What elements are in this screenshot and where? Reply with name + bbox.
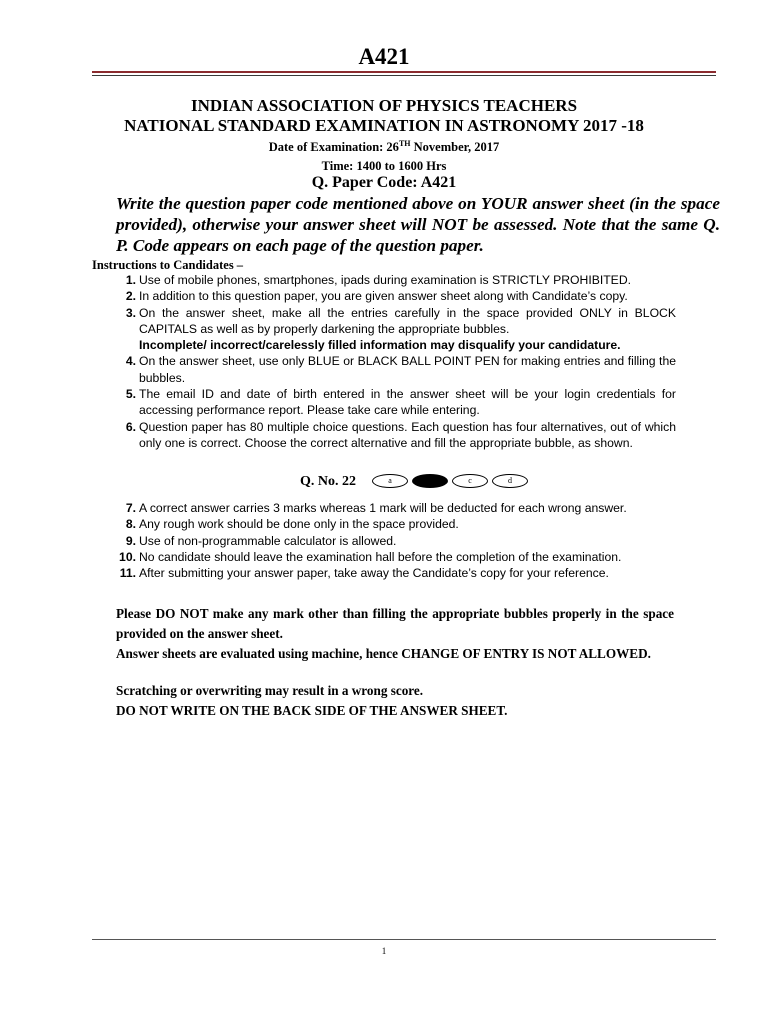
- exam-date-sup: TH: [398, 139, 411, 148]
- note-back-side: DO NOT WRITE ON THE BACK SIDE OF THE ANSWER SHEET.: [116, 703, 508, 718]
- bubble-option-b-filled: b: [412, 474, 448, 488]
- item-text: Use of non-programmable calculator is allowed.: [139, 533, 397, 548]
- item-number: 11.: [119, 566, 136, 581]
- item-text: Use of mobile phones, smartphones, ipads during examination is STRICTLY PROHIBITED.: [139, 273, 632, 287]
- item-number: 1.: [125, 273, 136, 287]
- example-question-label: Q. No. 22: [300, 474, 356, 489]
- item-text: After submitting your answer paper, take away the Candidate’s copy for your reference.: [139, 566, 609, 581]
- item-text: A correct answer carries 3 marks whereas 1 mark will be deducted for each wrong answer.: [139, 501, 627, 515]
- note-no-marks: Please DO NOT make any mark other than filling the appropriate bubbles properly in the space provided on the answer sheet.: [116, 606, 674, 641]
- paper-code-label: Q. Paper Code: A421: [311, 174, 457, 191]
- item-text: Question paper has 80 multiple choice questions. Each question has four alternatives, out of which only one is correct. Choose the correct alternative and fill the appropriate bubble, as shown.: [139, 419, 676, 450]
- list-item: [116, 565, 682, 581]
- list-item: [116, 500, 682, 516]
- item-extra-text: Incomplete/ incorrect/carelessly filled information may disqualify your candidature.: [139, 338, 621, 353]
- item-text: On the answer sheet, use only BLUE or BLACK BALL POINT PEN for making entries and filling the bubbles.: [139, 354, 676, 385]
- item-number: 7.: [125, 501, 136, 515]
- instructions-list-continued: [116, 500, 682, 581]
- exam-title: NATIONAL STANDARD EXAMINATION IN ASTRONOMY 2017 -18: [124, 116, 644, 135]
- list-item: [116, 386, 676, 419]
- item-text: On the answer sheet, make all the entries carefully in the space provided ONLY in BLOCK CAPITALS as well as by properly darkening the appropriate bubbles.: [139, 305, 676, 336]
- paper-code-notice: Write the question paper code mentioned above on YOUR answer sheet (in the space provided), otherwise your answer sheet will NOT be assessed. Note that the same Q. P. Code appears on each page of the question paper.: [116, 194, 720, 255]
- paper-code-header: A421: [358, 44, 410, 69]
- item-number: 3.: [125, 305, 136, 320]
- item-number: 9.: [125, 533, 136, 548]
- footer-rule: [92, 939, 716, 940]
- list-item: [116, 272, 676, 288]
- item-number: 10.: [119, 549, 136, 564]
- item-number: 6.: [125, 419, 136, 434]
- header-rule-dark: [92, 75, 716, 76]
- item-number: 2.: [125, 289, 136, 304]
- list-item: [116, 516, 682, 532]
- exam-date-suffix: November, 2017: [410, 140, 500, 155]
- item-text: No candidate should leave the examination hall before the completion of the examination.: [139, 549, 622, 564]
- list-item: [116, 353, 676, 386]
- note-scratching: Scratching or overwriting may result in a wrong score.: [116, 683, 424, 698]
- item-number: 8.: [125, 517, 136, 532]
- bubble-option-a: a: [372, 474, 408, 488]
- exam-date-prefix: Date of Examination: 26: [268, 140, 399, 155]
- header-rule-red: [92, 71, 716, 73]
- list-item: [116, 419, 676, 452]
- item-text: The email ID and date of birth entered in the answer sheet will be your login credentials for accessing performance report. Please take care while entering.: [139, 387, 676, 418]
- bubble-option-d: d: [492, 474, 528, 488]
- org-title: INDIAN ASSOCIATION OF PHYSICS TEACHERS: [190, 96, 578, 115]
- list-item: [116, 549, 682, 565]
- item-text: In addition to this question paper, you are given answer sheet along with Candidate’s copy.: [139, 289, 628, 304]
- item-number: 5.: [125, 387, 136, 402]
- bubble-option-c: c: [452, 474, 488, 488]
- exam-time: Time: 1400 to 1600 Hrs: [321, 159, 447, 173]
- list-item: [116, 288, 676, 304]
- list-item: [116, 533, 682, 549]
- list-item: [116, 305, 676, 354]
- item-text: Any rough work should be done only in the space provided.: [139, 517, 459, 532]
- item-number: 4.: [125, 354, 136, 369]
- note-change-of-entry: Answer sheets are evaluated using machine, hence CHANGE OF ENTRY IS NOT ALLOWED.: [116, 646, 651, 661]
- instructions-list: [116, 272, 676, 451]
- page-number: 1: [381, 946, 387, 956]
- instructions-heading: Instructions to Candidates –: [92, 258, 244, 272]
- exam-date: [0, 139, 768, 155]
